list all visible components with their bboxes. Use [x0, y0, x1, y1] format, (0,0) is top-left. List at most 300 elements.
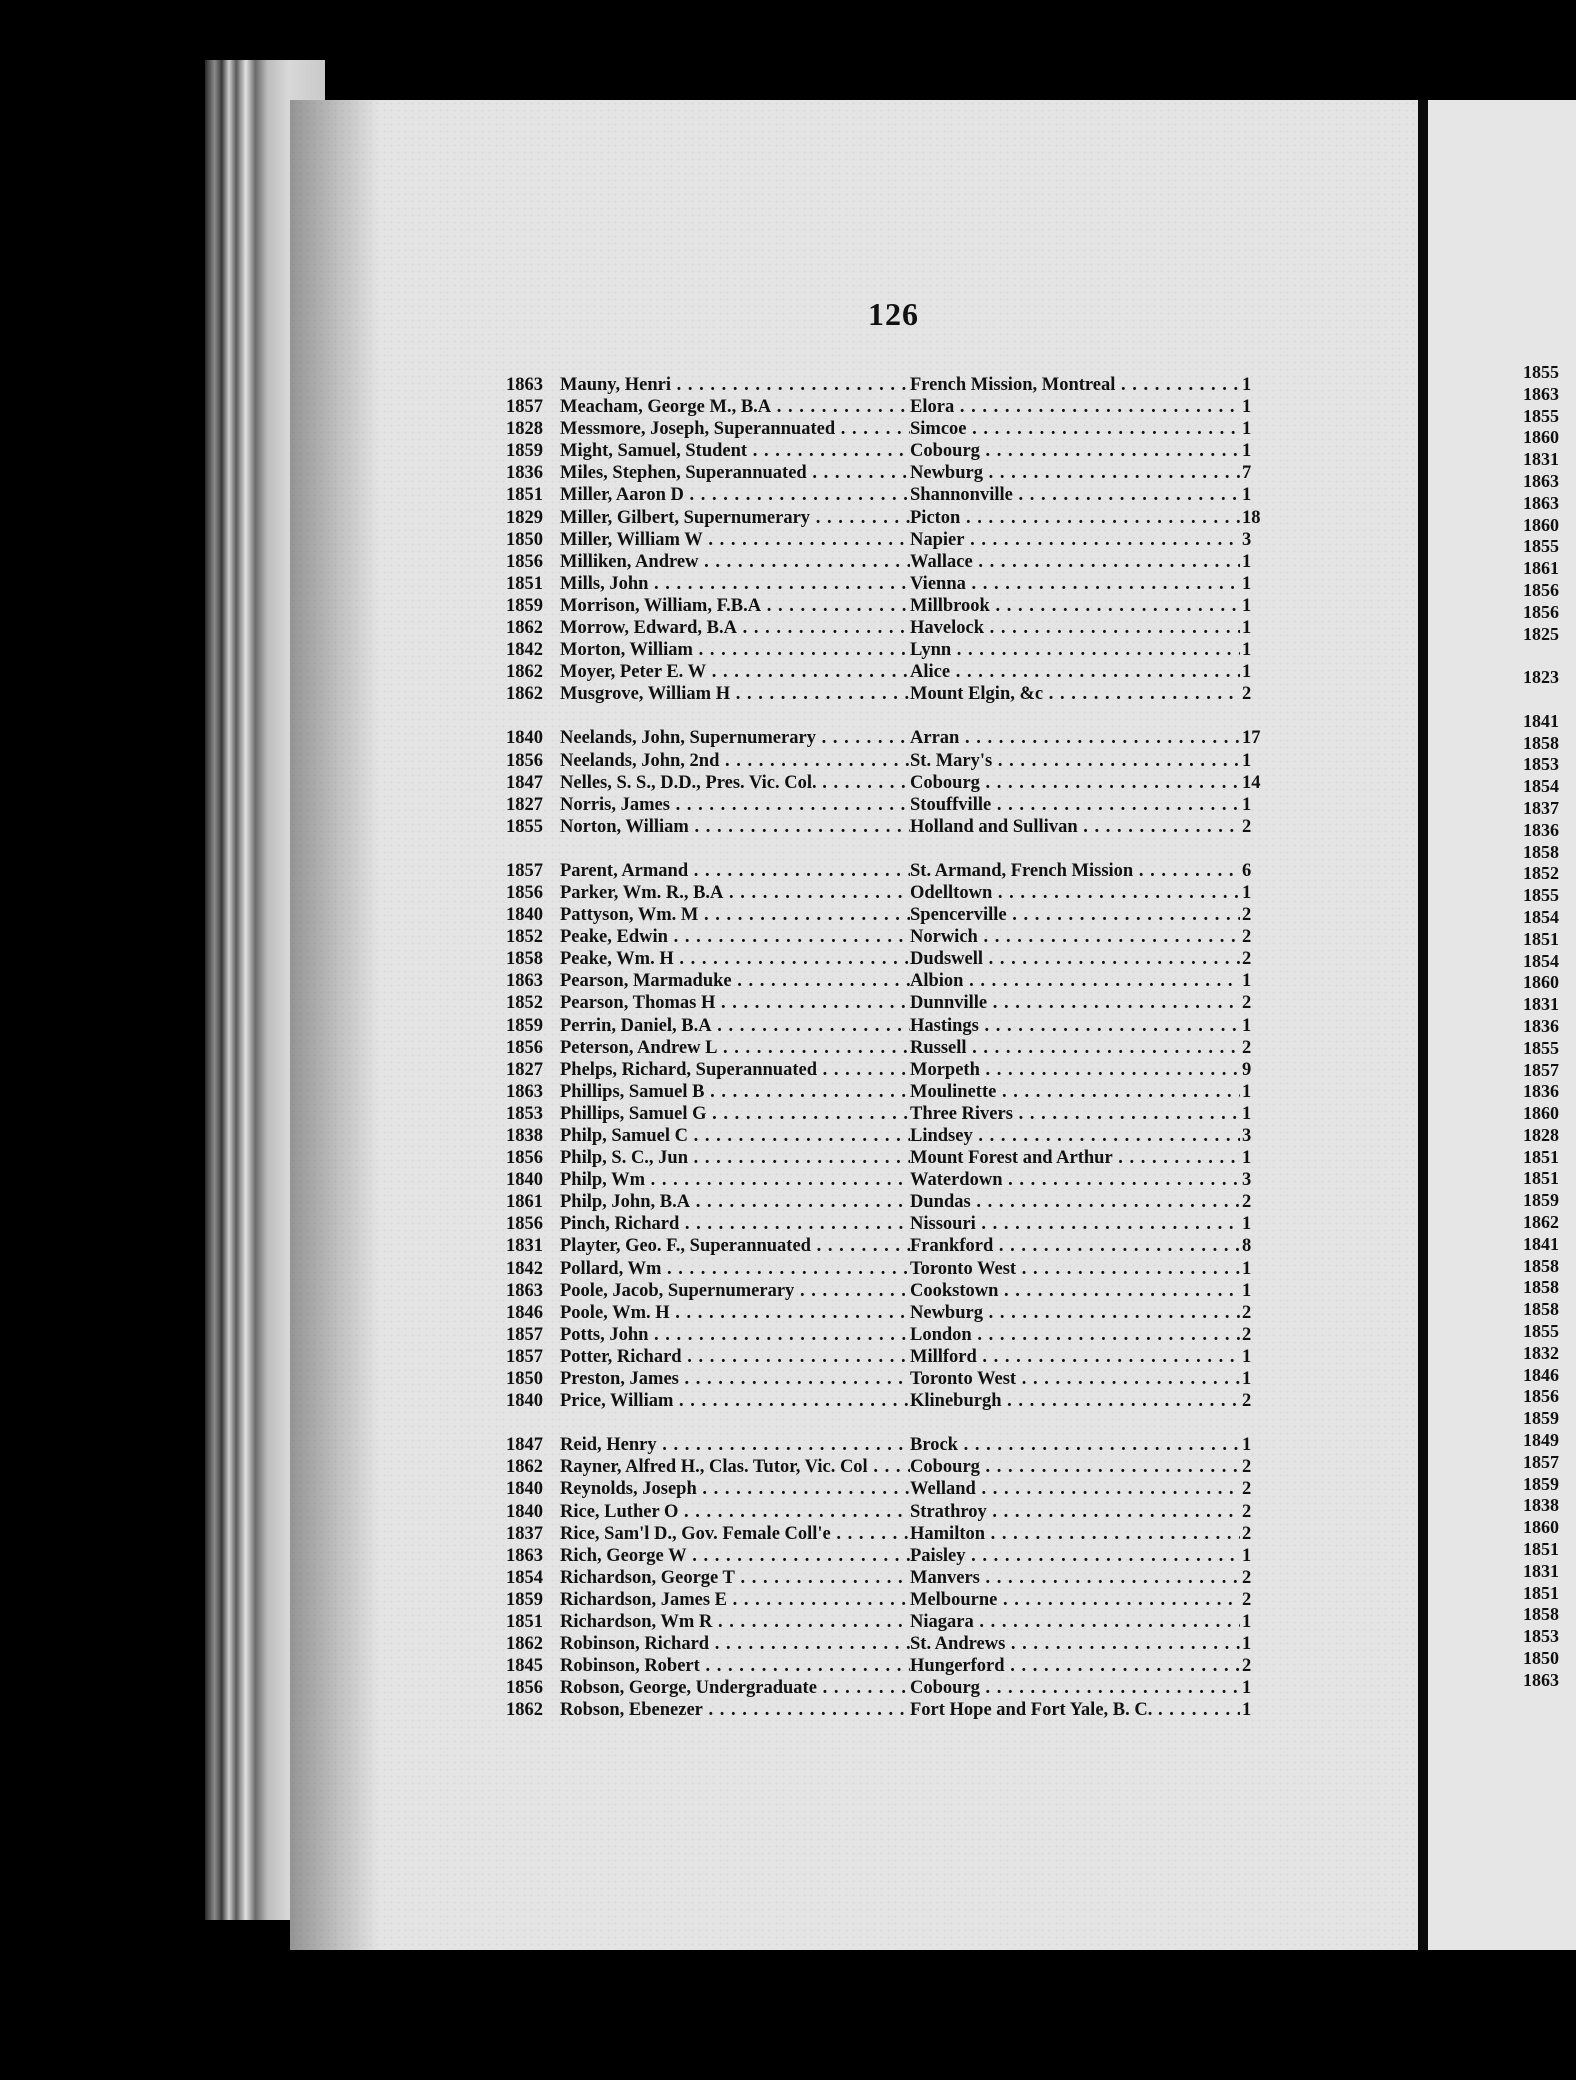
right-page-year: 1851 — [1523, 1539, 1559, 1560]
entry-name: Philp, S. C., Jun . . . — [560, 1147, 910, 1169]
listing-row — [506, 926, 1266, 948]
entry-name: Miller, Aaron D . . . — [560, 484, 910, 506]
listing-row — [506, 396, 1266, 418]
entry-name: Miles, Stephen, Superannuated . . . — [560, 462, 910, 484]
entry-name: Nelles, S. S., D.D., Pres. Vic. Col. . . . — [560, 772, 910, 794]
listing-row — [506, 1699, 1266, 1721]
entry-count: 2 — [1242, 1302, 1252, 1323]
listing-row — [506, 750, 1266, 772]
listing-row — [506, 1677, 1266, 1699]
entry-station: Spencerville . . . — [910, 904, 1240, 926]
entry-station: Simcoe . . . — [910, 418, 1240, 440]
entry-station: Odelltown . . . — [910, 882, 1240, 904]
listing-row — [506, 970, 1266, 992]
entry-name: Perrin, Daniel, B.A . . . — [560, 1015, 910, 1037]
entry-count: 17 — [1242, 728, 1261, 749]
listing-row — [506, 860, 1266, 882]
entry-year: 1858 — [506, 949, 543, 970]
entry-count: 1 — [1242, 971, 1252, 992]
entry-name: Mills, John . . . — [560, 573, 910, 595]
entry-year: 1842 — [506, 1258, 543, 1279]
entry-name: Norton, William . . . — [560, 816, 910, 838]
right-page-year: 1863 — [1523, 1669, 1559, 1690]
right-page-year: 1836 — [1523, 1081, 1559, 1102]
entry-name: Messmore, Joseph, Superannuated . . . — [560, 418, 910, 440]
entry-station: Fort Hope and Fort Yale, B. C. . . . — [910, 1699, 1240, 1721]
listing-row — [506, 683, 1266, 705]
right-page-year: 1849 — [1523, 1430, 1559, 1451]
entry-name: Playter, Geo. F., Superannuated . . . — [560, 1235, 910, 1257]
right-page-year: 1831 — [1523, 1560, 1559, 1581]
entry-name: Robson, George, Undergraduate . . . — [560, 1677, 910, 1699]
entry-count: 2 — [1242, 1037, 1252, 1058]
entry-station: Melbourne . . . — [910, 1589, 1240, 1611]
right-page-year: 1838 — [1523, 1495, 1559, 1516]
listing-row — [506, 1567, 1266, 1589]
right-page-year: 1858 — [1523, 1604, 1559, 1625]
right-page-year: 1858 — [1523, 1299, 1559, 1320]
entry-name: Neelands, John, 2nd . . . — [560, 750, 910, 772]
entry-year: 1862 — [506, 618, 543, 639]
right-page-year: 1836 — [1523, 1015, 1559, 1036]
right-page-year: 1860 — [1523, 972, 1559, 993]
entry-name: Pearson, Thomas H . . . — [560, 992, 910, 1014]
right-page-year: 1854 — [1523, 776, 1559, 797]
listing-row — [506, 1501, 1266, 1523]
right-page-year: 1841 — [1523, 1233, 1559, 1254]
entry-count: 1 — [1242, 1435, 1252, 1456]
listing-row — [506, 1589, 1266, 1611]
entry-name: Peterson, Andrew L . . . — [560, 1037, 910, 1059]
right-page-year: 1856 — [1523, 1386, 1559, 1407]
entry-count: 2 — [1242, 684, 1252, 705]
listing-row — [506, 1147, 1266, 1169]
right-page-year: 1832 — [1523, 1342, 1559, 1363]
entry-count: 1 — [1242, 1015, 1252, 1036]
entry-year: 1862 — [506, 684, 543, 705]
entry-year: 1854 — [506, 1567, 543, 1588]
listing-row — [506, 551, 1266, 573]
entry-year: 1856 — [506, 1148, 543, 1169]
listing-row — [506, 904, 1266, 926]
entry-station: Norwich . . . — [910, 926, 1240, 948]
entry-station: Cobourg . . . — [910, 1456, 1240, 1478]
listing-row — [506, 1213, 1266, 1235]
entry-year: 1827 — [506, 794, 543, 815]
right-page-year: 1853 — [1523, 754, 1559, 775]
right-page-year: 1856 — [1523, 579, 1559, 600]
entry-count: 2 — [1242, 1192, 1252, 1213]
entry-count: 7 — [1242, 463, 1252, 484]
entry-year: 1861 — [506, 1192, 543, 1213]
listing-row — [506, 1302, 1266, 1324]
right-page-year: 1855 — [1523, 405, 1559, 426]
entry-count: 1 — [1242, 1148, 1252, 1169]
entry-year: 1851 — [506, 573, 543, 594]
entry-name: Rice, Sam'l D., Gov. Female Coll'e . . . — [560, 1523, 910, 1545]
entry-station: Cookstown . . . — [910, 1280, 1240, 1302]
entry-year: 1857 — [506, 860, 543, 881]
entry-year: 1856 — [506, 750, 543, 771]
listing-row — [506, 772, 1266, 794]
entry-name: Potts, John . . . — [560, 1324, 910, 1346]
listing-row — [506, 794, 1266, 816]
right-page-year: 1858 — [1523, 732, 1559, 753]
right-page-year: 1860 — [1523, 1103, 1559, 1124]
entry-name: Meacham, George M., B.A . . . — [560, 396, 910, 418]
entry-year: 1840 — [506, 905, 543, 926]
entry-year: 1829 — [506, 507, 543, 528]
entry-station: Three Rivers . . . — [910, 1103, 1240, 1125]
entry-count: 1 — [1242, 419, 1252, 440]
entry-year: 1853 — [506, 1103, 543, 1124]
entry-year: 1840 — [506, 1170, 543, 1191]
entry-year: 1852 — [506, 927, 543, 948]
entry-station: Arran . . . — [910, 727, 1240, 749]
entry-station: French Mission, Montreal . . . — [910, 374, 1240, 396]
entry-year: 1840 — [506, 1391, 543, 1412]
entry-year: 1847 — [506, 1435, 543, 1456]
entry-station: Mount Forest and Arthur . . . — [910, 1147, 1240, 1169]
entry-station: Hastings . . . — [910, 1015, 1240, 1037]
entry-station: Niagara . . . — [910, 1611, 1240, 1633]
right-page-year: 1828 — [1523, 1124, 1559, 1145]
entry-count: 1 — [1242, 375, 1252, 395]
right-page-year: 1862 — [1523, 1212, 1559, 1233]
listing-row — [506, 1545, 1266, 1567]
right-page-year: 1855 — [1523, 362, 1559, 382]
entry-year: 1845 — [506, 1656, 543, 1677]
entry-name: Philp, Samuel C . . . — [560, 1125, 910, 1147]
entry-name: Rayner, Alfred H., Clas. Tutor, Vic. Col . . . — [560, 1456, 910, 1478]
listing-row — [506, 507, 1266, 529]
right-page-year: 1854 — [1523, 906, 1559, 927]
entry-name: Robinson, Richard . . . — [560, 1633, 910, 1655]
entry-year: 1859 — [506, 441, 543, 462]
right-page-year: 1836 — [1523, 819, 1559, 840]
entry-name: Robinson, Robert . . . — [560, 1655, 910, 1677]
entry-count: 2 — [1242, 1656, 1252, 1677]
right-page-year: 1859 — [1523, 1408, 1559, 1429]
entry-year: 1837 — [506, 1523, 543, 1544]
entry-count: 1 — [1242, 1611, 1252, 1632]
entry-year: 1859 — [506, 1589, 543, 1610]
entry-station: London . . . — [910, 1324, 1240, 1346]
entry-name: Parker, Wm. R., B.A . . . — [560, 882, 910, 904]
entry-count: 1 — [1242, 595, 1252, 616]
right-page-year: 1855 — [1523, 1037, 1559, 1058]
entry-count: 1 — [1242, 441, 1252, 462]
entry-count: 8 — [1242, 1236, 1252, 1257]
entry-count: 1 — [1242, 640, 1252, 661]
entry-year: 1856 — [506, 1678, 543, 1699]
entry-year: 1852 — [506, 993, 543, 1014]
entry-count: 2 — [1242, 1457, 1252, 1478]
entry-name: Rice, Luther O . . . — [560, 1501, 910, 1523]
entry-station: Holland and Sullivan . . . — [910, 816, 1240, 838]
entry-station: Dudswell . . . — [910, 948, 1240, 970]
entry-name: Norris, James . . . — [560, 794, 910, 816]
entry-count: 2 — [1242, 993, 1252, 1014]
entry-year: 1847 — [506, 772, 543, 793]
entry-station: Moulinette . . . — [910, 1081, 1240, 1103]
entry-station: Napier . . . — [910, 529, 1240, 551]
entry-name: Parent, Armand . . . — [560, 860, 910, 882]
page-number: 126 — [868, 296, 919, 332]
entry-station: Picton . . . — [910, 507, 1240, 529]
entry-year: 1840 — [506, 728, 543, 749]
entry-count: 2 — [1242, 1324, 1252, 1345]
entry-name: Pinch, Richard . . . — [560, 1213, 910, 1235]
right-page-year: 1841 — [1523, 710, 1559, 731]
entry-name: Miller, Gilbert, Supernumerary . . . — [560, 507, 910, 529]
entry-station: Brock . . . — [910, 1434, 1240, 1456]
entry-year: 1863 — [506, 1545, 543, 1566]
listing-row — [506, 727, 1266, 749]
entry-count: 1 — [1242, 551, 1252, 572]
listing-group — [506, 1434, 1266, 1721]
listing-row — [506, 374, 1266, 396]
entry-station: Manvers . . . — [910, 1567, 1240, 1589]
entry-station: Newburg . . . — [910, 1302, 1240, 1324]
page-fold — [1418, 100, 1428, 1950]
entry-station: Klineburgh . . . — [910, 1390, 1240, 1412]
right-page-year: 1855 — [1523, 885, 1559, 906]
entry-station: Nissouri . . . — [910, 1213, 1240, 1235]
listing-row — [506, 1015, 1266, 1037]
right-page-year: 1863 — [1523, 492, 1559, 513]
entry-count: 1 — [1242, 1369, 1252, 1390]
listing-group — [506, 860, 1266, 1412]
right-page-year: 1860 — [1523, 427, 1559, 448]
right-page-year: 1859 — [1523, 1473, 1559, 1494]
right-page-years-column — [1523, 362, 1559, 1692]
listing-row — [506, 1456, 1266, 1478]
entry-count: 3 — [1242, 529, 1252, 550]
listing-row — [506, 1655, 1266, 1677]
right-page-year: 1850 — [1523, 1648, 1559, 1669]
listing-row — [506, 418, 1266, 440]
entry-count: 2 — [1242, 949, 1252, 970]
entry-station: Russell . . . — [910, 1037, 1240, 1059]
right-page — [1428, 100, 1576, 1950]
listing-row — [506, 1037, 1266, 1059]
entry-year: 1857 — [506, 397, 543, 418]
entry-year: 1855 — [506, 816, 543, 837]
entry-station: Lindsey . . . — [910, 1125, 1240, 1147]
entry-station: Waterdown . . . — [910, 1169, 1240, 1191]
right-page-year: 1823 — [1523, 667, 1559, 688]
entry-name: Preston, James . . . — [560, 1368, 910, 1390]
listing-row — [506, 1280, 1266, 1302]
entry-station: Paisley . . . — [910, 1545, 1240, 1567]
entry-year: 1840 — [506, 1501, 543, 1522]
entry-name: Morrow, Edward, B.A . . . — [560, 617, 910, 639]
listing-group — [506, 374, 1266, 705]
listing-row — [506, 1258, 1266, 1280]
entry-station: St. Andrews . . . — [910, 1633, 1240, 1655]
right-page-year: 1854 — [1523, 950, 1559, 971]
listing-row — [506, 529, 1266, 551]
entry-count: 2 — [1242, 816, 1252, 837]
listing-row — [506, 1125, 1266, 1147]
entry-year: 1851 — [506, 1611, 543, 1632]
listing-row — [506, 1611, 1266, 1633]
entry-name: Pattyson, Wm. M . . . — [560, 904, 910, 926]
right-page-year: 1825 — [1523, 623, 1559, 644]
page-gutter-shadow — [290, 100, 380, 1950]
entry-station: Cobourg . . . — [910, 772, 1240, 794]
entry-name: Musgrove, William H . . . — [560, 683, 910, 705]
listing-row — [506, 1346, 1266, 1368]
entry-name: Moyer, Peter E. W . . . — [560, 661, 910, 683]
entry-station: Toronto West . . . — [910, 1258, 1240, 1280]
listing-row — [506, 1478, 1266, 1500]
entry-station: Vienna . . . — [910, 573, 1240, 595]
entry-year: 1857 — [506, 1346, 543, 1367]
right-page-year: 1860 — [1523, 514, 1559, 535]
listing-row — [506, 882, 1266, 904]
entry-station: Millbrook . . . — [910, 595, 1240, 617]
entry-count: 2 — [1242, 927, 1252, 948]
entry-station: Mount Elgin, &c . . . — [910, 683, 1240, 705]
entry-name: Morton, William . . . — [560, 639, 910, 661]
entry-name: Richardson, George T . . . — [560, 1567, 910, 1589]
right-page-year: 1859 — [1523, 1190, 1559, 1211]
entry-station: Morpeth . . . — [910, 1059, 1240, 1081]
right-page-year: 1857 — [1523, 1059, 1559, 1080]
entry-year: 1863 — [506, 375, 543, 395]
entry-name: Robson, Ebenezer . . . — [560, 1699, 910, 1721]
right-page-year: 1856 — [1523, 601, 1559, 622]
listing-row — [506, 1523, 1266, 1545]
listing-group — [506, 727, 1266, 837]
entry-count: 1 — [1242, 1678, 1252, 1699]
entry-name: Philp, Wm . . . — [560, 1169, 910, 1191]
right-page-year: 1860 — [1523, 1517, 1559, 1538]
entry-name: Phillips, Samuel B . . . — [560, 1081, 910, 1103]
entry-count: 14 — [1242, 772, 1261, 793]
entry-count: 2 — [1242, 1479, 1252, 1500]
right-page-year: 1863 — [1523, 383, 1559, 404]
entry-count: 6 — [1242, 860, 1252, 881]
entry-year: 1859 — [506, 1015, 543, 1036]
entry-year: 1850 — [506, 1369, 543, 1390]
right-page-year — [1523, 645, 1559, 667]
listing-row — [506, 1235, 1266, 1257]
right-page-year: 1851 — [1523, 1582, 1559, 1603]
right-page-year: 1853 — [1523, 1626, 1559, 1647]
entry-year: 1862 — [506, 1634, 543, 1655]
entry-name: Philp, John, B.A . . . — [560, 1191, 910, 1213]
entry-count: 3 — [1242, 1170, 1252, 1191]
entry-year: 1862 — [506, 1457, 543, 1478]
entry-station: Stouffville . . . — [910, 794, 1240, 816]
entry-count: 1 — [1242, 618, 1252, 639]
entry-name: Reynolds, Joseph . . . — [560, 1478, 910, 1500]
listing-row — [506, 1191, 1266, 1213]
entry-count: 2 — [1242, 1589, 1252, 1610]
right-page-year: 1831 — [1523, 449, 1559, 470]
entry-year: 1846 — [506, 1302, 543, 1323]
ministers-listing — [506, 374, 1266, 1743]
right-page-year: 1851 — [1523, 1146, 1559, 1167]
listing-row — [506, 617, 1266, 639]
entry-count: 1 — [1242, 882, 1252, 903]
listing-row — [506, 573, 1266, 595]
entry-name: Richardson, Wm R . . . — [560, 1611, 910, 1633]
right-page-year — [1523, 689, 1559, 711]
entry-year: 1851 — [506, 485, 543, 506]
right-page-year: 1851 — [1523, 928, 1559, 949]
entry-station: St. Armand, French Mission . . . — [910, 860, 1240, 882]
listing-row — [506, 1434, 1266, 1456]
entry-station: Welland . . . — [910, 1478, 1240, 1500]
entry-station: Wallace . . . — [910, 551, 1240, 573]
entry-name: Pollard, Wm . . . — [560, 1258, 910, 1280]
entry-station: Cobourg . . . — [910, 440, 1240, 462]
entry-name: Morrison, William, F.B.A . . . — [560, 595, 910, 617]
entry-year: 1831 — [506, 1236, 543, 1257]
listing-row — [506, 1169, 1266, 1191]
listing-row — [506, 1368, 1266, 1390]
listing-row — [506, 484, 1266, 506]
listing-row — [506, 440, 1266, 462]
entry-name: Richardson, James E . . . — [560, 1589, 910, 1611]
entry-count: 1 — [1242, 1700, 1252, 1721]
entry-name: Neelands, John, Supernumerary . . . — [560, 727, 910, 749]
entry-year: 1856 — [506, 1214, 543, 1235]
entry-year: 1827 — [506, 1059, 543, 1080]
entry-name: Pearson, Marmaduke . . . — [560, 970, 910, 992]
entry-year: 1836 — [506, 463, 543, 484]
right-page-year: 1855 — [1523, 536, 1559, 557]
entry-count: 2 — [1242, 1567, 1252, 1588]
entry-count: 3 — [1242, 1126, 1252, 1146]
entry-count: 1 — [1242, 573, 1252, 594]
entry-count: 1 — [1242, 397, 1252, 418]
right-page-year: 1857 — [1523, 1451, 1559, 1472]
entry-year: 1828 — [506, 419, 543, 440]
listing-row — [506, 661, 1266, 683]
entry-count: 1 — [1242, 750, 1252, 771]
entry-name: Potter, Richard . . . — [560, 1346, 910, 1368]
entry-station: Lynn . . . — [910, 639, 1240, 661]
listing-row — [506, 992, 1266, 1014]
entry-year: 1857 — [506, 1324, 543, 1345]
right-page-year: 1863 — [1523, 470, 1559, 491]
entry-name: Peake, Wm. H . . . — [560, 948, 910, 970]
entry-count: 2 — [1242, 1523, 1252, 1544]
entry-station: Millford . . . — [910, 1346, 1240, 1368]
entry-count: 1 — [1242, 1214, 1252, 1235]
entry-station: Dundas . . . — [910, 1191, 1240, 1213]
entry-count: 1 — [1242, 485, 1252, 506]
listing-row — [506, 1633, 1266, 1655]
entry-count: 9 — [1242, 1059, 1252, 1080]
entry-name: Mauny, Henri . . . — [560, 374, 910, 396]
entry-count: 1 — [1242, 662, 1252, 683]
entry-name: Milliken, Andrew . . . — [560, 551, 910, 573]
entry-station: Newburg . . . — [910, 462, 1240, 484]
entry-station: Elora . . . — [910, 396, 1240, 418]
entry-year: 1863 — [506, 971, 543, 992]
right-page-year: 1858 — [1523, 841, 1559, 862]
listing-row — [506, 595, 1266, 617]
listing-row — [506, 462, 1266, 484]
entry-year: 1862 — [506, 662, 543, 683]
listing-row — [506, 816, 1266, 838]
